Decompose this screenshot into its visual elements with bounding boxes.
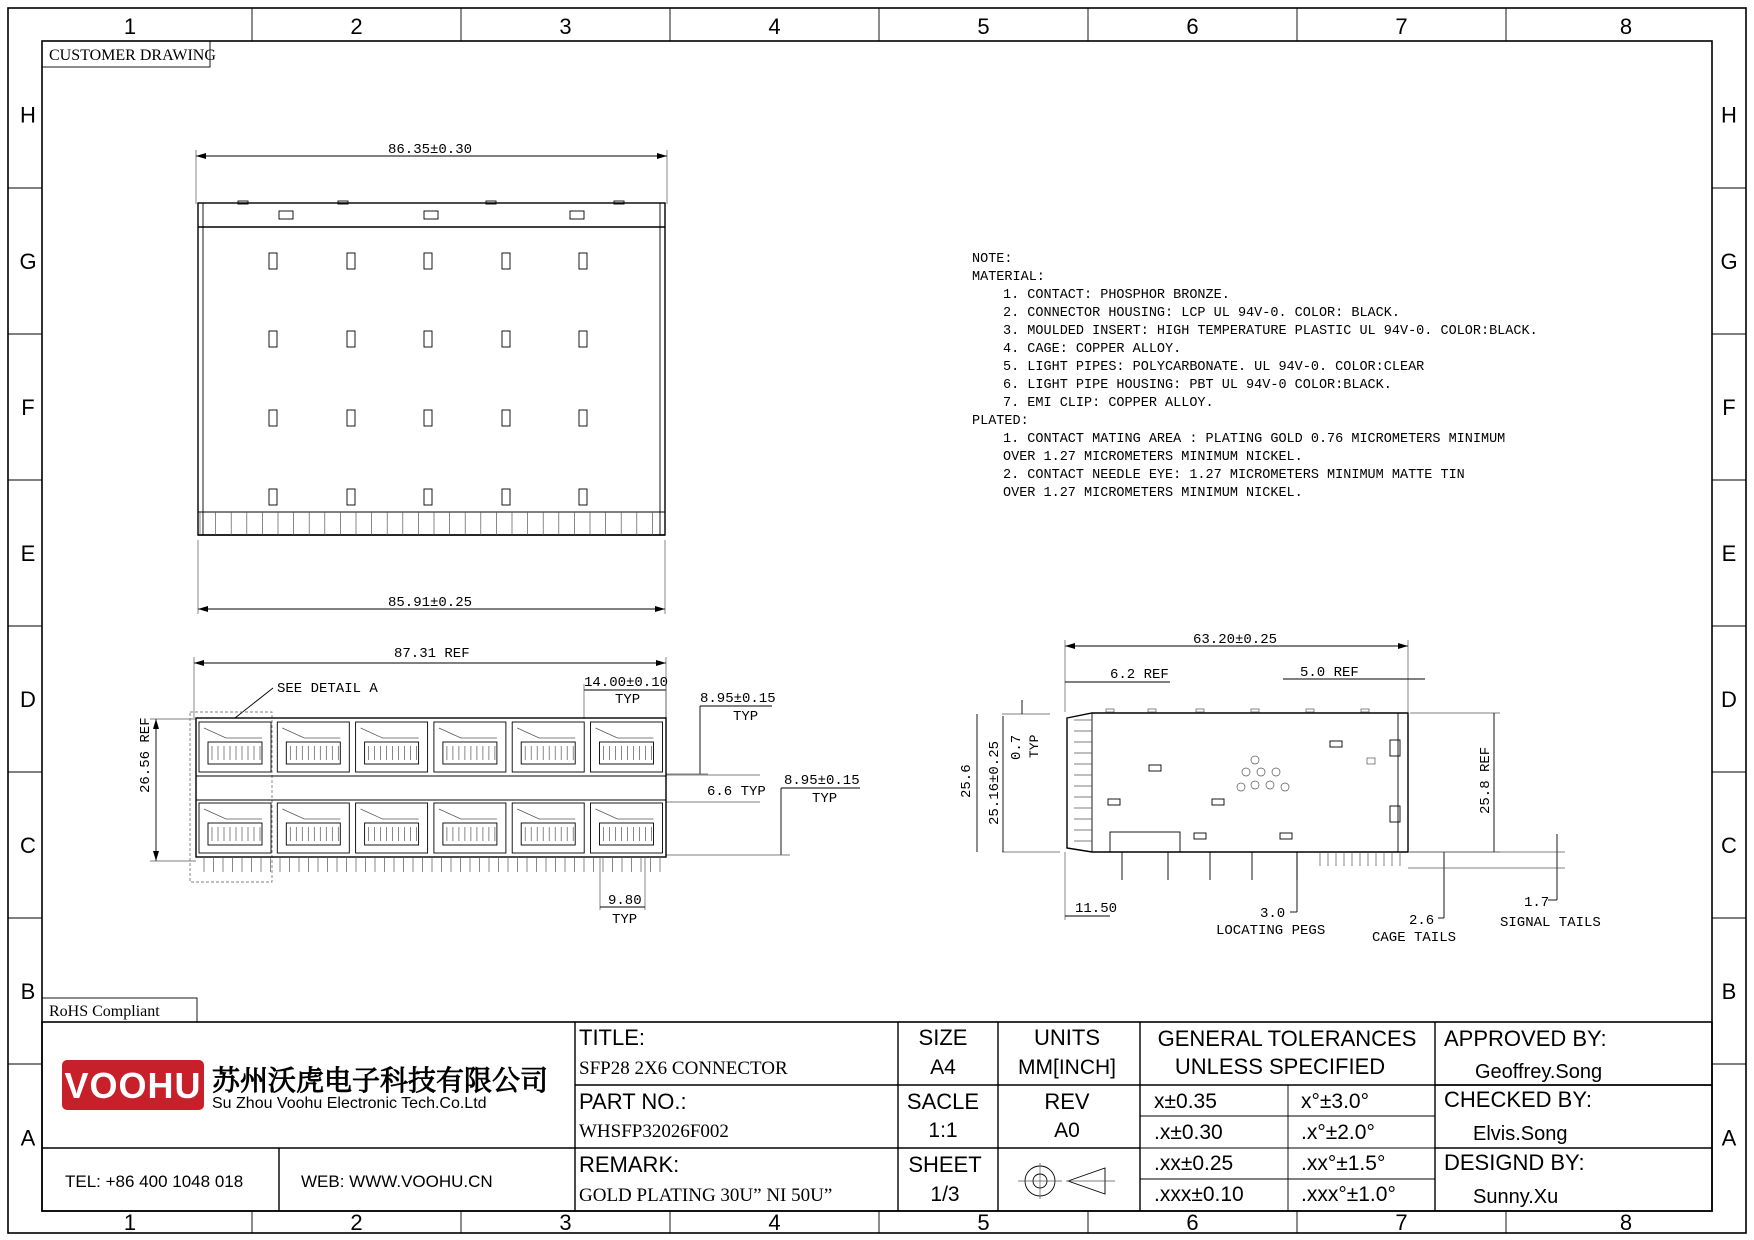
latch xyxy=(439,809,497,819)
zone-column-label: 1 xyxy=(123,14,137,39)
zone-row-label: B xyxy=(1721,979,1737,1004)
customer-drawing-text: CUSTOMER DRAWING xyxy=(49,47,216,64)
zone-row-label: C xyxy=(20,833,36,858)
material-item: 5. LIGHT PIPES: POLYCARBONATE. UL 94V-0. COLOR:CLEAR xyxy=(1003,360,1425,375)
light-pipe-window xyxy=(1390,740,1400,756)
zone-row-label: F xyxy=(1722,395,1736,420)
side-view-details xyxy=(1074,709,1400,880)
dim-pitch-typ: TYP xyxy=(615,692,641,708)
sheet-value: 1/3 xyxy=(930,1183,960,1206)
front-view xyxy=(138,646,860,928)
tolerance-header-2: UNLESS SPECIFIED xyxy=(1174,1054,1386,1079)
top-view-vent-slots xyxy=(269,253,587,505)
latch xyxy=(282,728,340,738)
vent-hole xyxy=(1242,768,1250,776)
top-tab xyxy=(279,211,293,219)
scale-label: SACLE xyxy=(906,1089,980,1114)
front-view-ports xyxy=(199,722,663,853)
latch xyxy=(517,728,575,738)
zone-column-label: 7 xyxy=(1395,14,1408,39)
vent-slot xyxy=(579,331,587,347)
tel-text: TEL: +86 400 1048 018 xyxy=(65,1172,244,1191)
side-slot xyxy=(1149,765,1161,771)
sheet-label: SHEET xyxy=(908,1152,982,1177)
light-pipe-window xyxy=(1390,806,1400,822)
linear-tolerance: .x±0.30 xyxy=(1154,1121,1223,1144)
side-slot xyxy=(1194,833,1206,839)
vent-slot xyxy=(502,489,510,505)
vent-slot xyxy=(269,489,277,505)
web-text: WEB: WWW.VOOHU.CN xyxy=(301,1172,493,1191)
zone-column-label: 6 xyxy=(1186,1210,1199,1235)
zone-row-label: C xyxy=(1721,833,1737,858)
peg-label: LOCATING PEGS xyxy=(1216,923,1326,939)
vent-slot xyxy=(269,410,277,426)
material-list xyxy=(1003,288,1538,411)
dim-port-width-typ: TYP xyxy=(612,912,638,928)
zone-column-label: 4 xyxy=(768,14,781,39)
zone-row-label: G xyxy=(1720,249,1738,274)
vent-slot xyxy=(269,253,277,269)
dim-body-height: 25.16±0.25 xyxy=(987,740,1003,825)
zone-row-label: F xyxy=(21,395,35,420)
vent-slot xyxy=(424,489,432,505)
part-label: PART NO.: xyxy=(579,1089,687,1114)
material-item: 3. MOULDED INSERT: HIGH TEMPERATURE PLASTIC UL 94V-0. COLOR:BLACK. xyxy=(1003,324,1538,339)
zone-column-label: 3 xyxy=(559,1210,572,1235)
zone-row-label: E xyxy=(20,541,36,566)
material-header: MATERIAL: xyxy=(972,270,1045,285)
designed-value: Sunny.Xu xyxy=(1473,1186,1559,1208)
dim-port-height-1: 8.95±0.15 xyxy=(700,691,776,707)
company-name-en: Su Zhou Voohu Electronic Tech.Co.Ltd xyxy=(212,1095,487,1112)
vent-hole xyxy=(1237,783,1245,791)
latch xyxy=(204,809,262,819)
vent-slot xyxy=(579,489,587,505)
vent-slot xyxy=(347,253,355,269)
dim-ref-left: 6.2 REF xyxy=(1110,667,1169,683)
vent-hole xyxy=(1257,768,1265,776)
material-item: 1. CONTACT: PHOSPHOR BRONZE. xyxy=(1003,288,1230,303)
plated-header: PLATED: xyxy=(972,414,1029,429)
latch xyxy=(361,728,419,738)
zone-row-label: A xyxy=(20,1125,36,1151)
dim-port-width: 9.80 xyxy=(608,893,642,909)
latch xyxy=(439,728,497,738)
front-view-pins xyxy=(204,857,660,872)
size-value: A4 xyxy=(930,1056,956,1079)
customer-drawing-label xyxy=(42,41,216,67)
rev-value: A0 xyxy=(1054,1119,1080,1142)
dim-right-height: 25.8 REF xyxy=(1478,746,1494,814)
zone-column-label: 5 xyxy=(977,14,990,39)
rohs-label xyxy=(42,998,197,1022)
top-detent xyxy=(1106,709,1114,712)
material-item: 4. CAGE: COPPER ALLOY. xyxy=(1003,342,1182,357)
vent-slot xyxy=(579,253,587,269)
zone-row-label: E xyxy=(1721,541,1737,566)
dim-ref-right: 5.0 REF xyxy=(1300,665,1359,681)
material-item: 6. LIGHT PIPE HOUSING: PBT UL 94V-0 COLOR:BLACK. xyxy=(1003,378,1392,393)
size-label: SIZE xyxy=(918,1025,968,1050)
side-slot xyxy=(1367,758,1375,764)
dim-top-width: 86.35±0.30 xyxy=(388,142,473,158)
logo-text: VOOHU xyxy=(64,1065,202,1106)
dim-bottom-width: 85.91±0.25 xyxy=(388,595,473,611)
notes-header: NOTE: xyxy=(972,252,1013,267)
vent-slot xyxy=(502,410,510,426)
tolerance-header-1: GENERAL TOLERANCES xyxy=(1157,1026,1417,1051)
side-slot xyxy=(1108,799,1120,805)
plated-item: 1. CONTACT MATING AREA : PLATING GOLD 0.76 MICROMETERS MINIMUM xyxy=(1003,432,1506,447)
signal-label: SIGNAL TAILS xyxy=(1500,915,1601,931)
approved-label: APPROVED BY: xyxy=(1444,1026,1607,1051)
plated-item: 2. CONTACT NEEDLE EYE: 1.27 MICROMETERS MINIMUM MATTE TIN xyxy=(1003,468,1465,483)
company-logo xyxy=(62,1060,204,1110)
zone-column-label: 2 xyxy=(350,14,363,39)
vent-hole xyxy=(1251,756,1259,764)
latch xyxy=(282,809,340,819)
vent-hole xyxy=(1272,768,1280,776)
zone-column-label: 8 xyxy=(1619,14,1633,39)
top-detent xyxy=(1148,709,1156,712)
linear-tolerance: x±0.35 xyxy=(1154,1090,1217,1113)
plated-list xyxy=(1003,432,1505,501)
vent-hole xyxy=(1266,781,1274,789)
vent-slot xyxy=(424,253,432,269)
angular-tolerance: .x°±2.0° xyxy=(1301,1121,1375,1144)
vent-slot xyxy=(424,410,432,426)
zone-row-label: H xyxy=(1721,102,1737,128)
side-view xyxy=(959,632,1601,946)
dim-overall-ref: 87.31 REF xyxy=(394,646,470,662)
units-value: MM[INCH] xyxy=(1018,1056,1116,1079)
dim-port-height-2: 8.95±0.15 xyxy=(784,773,860,789)
zone-row-label: G xyxy=(19,249,37,274)
angular-tolerance: .xxx°±1.0° xyxy=(1301,1183,1396,1206)
zone-column-label: 1 xyxy=(123,1210,137,1235)
dim-cage-length: 2.6 xyxy=(1409,913,1435,929)
part-value: WHSFP32026F002 xyxy=(579,1121,729,1142)
dim-signal-length: 1.7 xyxy=(1524,895,1550,911)
housing-bottom xyxy=(1110,832,1180,852)
top-tab xyxy=(424,211,438,219)
linear-tolerance: .xxx±0.10 xyxy=(1154,1183,1244,1206)
zone-column-label: 2 xyxy=(350,1210,363,1235)
company-name-cn: 苏州沃虎电子科技有限公司 xyxy=(212,1065,549,1096)
rohs-text: RoHS Compliant xyxy=(49,1003,160,1020)
dim-length: 63.20±0.25 xyxy=(1193,632,1278,648)
latch xyxy=(596,809,654,819)
zone-column-label: 4 xyxy=(768,1210,781,1235)
top-detent xyxy=(1306,709,1314,712)
zone-column-label: 5 xyxy=(977,1210,990,1235)
scale-value: 1:1 xyxy=(928,1119,958,1142)
top-view xyxy=(196,142,667,614)
plated-item: OVER 1.27 MICROMETERS MINIMUM NICKEL. xyxy=(1003,450,1303,465)
see-detail-callout: SEE DETAIL A xyxy=(277,681,378,697)
title-block xyxy=(42,1022,1712,1211)
dim-small-height: 0.7 xyxy=(1009,734,1025,760)
top-tab xyxy=(570,211,584,219)
designed-label: DESIGND BY: xyxy=(1444,1150,1585,1175)
dim-front-length: 11.50 xyxy=(1075,901,1118,917)
remark-label: REMARK: xyxy=(579,1152,680,1177)
dim-height-ref: 26.56 REF xyxy=(138,717,154,793)
checked-value: Elvis.Song xyxy=(1473,1123,1568,1145)
zone-row-label: D xyxy=(20,687,36,712)
units-label: UNITS xyxy=(1034,1025,1100,1050)
vent-slot xyxy=(424,331,432,347)
zone-row-label: A xyxy=(1721,1125,1737,1151)
cage-label: CAGE TAILS xyxy=(1372,930,1457,946)
side-slot xyxy=(1330,741,1342,747)
zone-column-label: 7 xyxy=(1395,1210,1408,1235)
dim-port-height-1-typ: TYP xyxy=(733,709,759,725)
latch xyxy=(204,728,262,738)
latch xyxy=(361,809,419,819)
vent-slot xyxy=(502,331,510,347)
top-detent xyxy=(1361,709,1369,712)
zone-column-label: 6 xyxy=(1186,14,1199,39)
material-item: 7. EMI CLIP: COPPER ALLOY. xyxy=(1003,396,1214,411)
zone-column-label: 8 xyxy=(1619,1210,1633,1235)
vent-slot xyxy=(347,331,355,347)
dim-peg-length: 3.0 xyxy=(1260,906,1286,922)
latch xyxy=(517,809,575,819)
side-slot xyxy=(1212,799,1224,805)
linear-tolerance: .xx±0.25 xyxy=(1154,1152,1234,1175)
angular-tolerance: .xx°±1.5° xyxy=(1301,1152,1386,1175)
material-item: 2. CONNECTOR HOUSING: LCP UL 94V-0. COLOR: BLACK. xyxy=(1003,306,1400,321)
dim-pitch: 14.00±0.10 xyxy=(584,675,669,691)
vent-slot xyxy=(579,410,587,426)
latch xyxy=(596,728,654,738)
vent-slot xyxy=(269,331,277,347)
checked-label: CHECKED BY: xyxy=(1444,1087,1592,1112)
dim-total-height: 25.6 xyxy=(959,764,975,798)
third-angle-projection-icon xyxy=(1018,1163,1115,1199)
approved-value: Geoffrey.Song xyxy=(1475,1061,1603,1083)
title-label: TITLE: xyxy=(579,1025,646,1050)
vent-slot xyxy=(502,253,510,269)
zone-row-label: D xyxy=(1721,687,1737,712)
material-notes xyxy=(972,252,1538,501)
zone-row-label: B xyxy=(20,979,36,1004)
zone-column-label: 3 xyxy=(559,14,572,39)
dim-port-height-2-typ: TYP xyxy=(812,791,838,807)
angular-tolerance: x°±3.0° xyxy=(1301,1090,1370,1113)
side-slot xyxy=(1280,833,1292,839)
zone-row-label: H xyxy=(20,102,36,128)
remark-value: GOLD PLATING 30U” NI 50U” xyxy=(579,1185,833,1206)
plated-item: OVER 1.27 MICROMETERS MINIMUM NICKEL. xyxy=(1003,486,1303,501)
vent-hole xyxy=(1251,781,1259,789)
dim-small-height-typ: TYP xyxy=(1027,734,1042,758)
vent-hole xyxy=(1281,783,1289,791)
top-view-emi-fingers xyxy=(200,512,652,535)
vent-slot xyxy=(347,489,355,505)
vent-slot xyxy=(347,410,355,426)
top-detent xyxy=(1251,709,1259,712)
top-detent xyxy=(1196,709,1204,712)
rev-label: REV xyxy=(1044,1089,1090,1114)
dim-gap: 6.6 TYP xyxy=(707,784,766,800)
title-value: SFP28 2X6 CONNECTOR xyxy=(579,1058,788,1079)
